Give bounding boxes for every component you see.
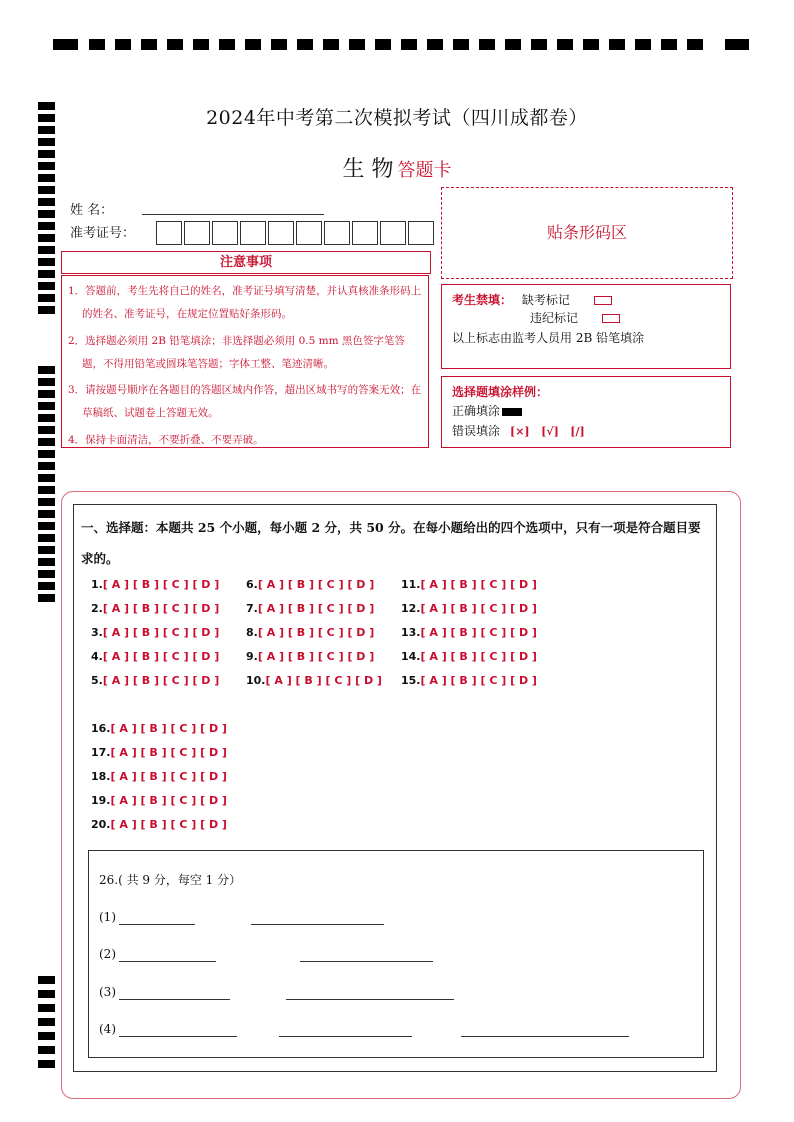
violation-label: 违纪标记 <box>530 311 579 325</box>
forbid-title: 考生禁填： <box>452 293 513 307</box>
id-digit-box[interactable] <box>380 221 406 245</box>
notice-list <box>61 275 429 448</box>
absent-mark-box[interactable] <box>594 296 612 305</box>
id-digit-box[interactable] <box>184 221 210 245</box>
correct-fill-label: 正确填涂 <box>452 404 501 418</box>
answer-blank[interactable] <box>119 1036 237 1037</box>
absent-label: 缺考标记 <box>521 293 570 307</box>
notice-item: 2．选择题必须用 2B 铅笔填涂；非选择题必须用 0.5 mm 黑色签字笔答题，不得用铅笔或圆珠笔答题；字体工整、笔迹清晰。 <box>68 334 405 370</box>
question-row[interactable]: 4.[ A ] [ B ] [ C ] [ D ] <box>91 650 220 663</box>
answer-card-label: 答题卡 <box>397 160 452 181</box>
exam-title: 2024年中考第二次模拟考试（四川成都卷） <box>206 107 588 129</box>
answer-blank[interactable] <box>119 999 230 1000</box>
sample-title: 选择题填涂样例： <box>452 385 549 399</box>
notice-item: 1．答题前，考生先将自己的姓名，准考证号填写清楚，并认真核准条形码上的姓名、准考证号，在规定位置贴好条形码。 <box>68 285 422 320</box>
violation-mark-box[interactable] <box>602 314 620 323</box>
id-digit-box[interactable] <box>408 221 434 245</box>
id-digit-box[interactable] <box>268 221 294 245</box>
question-row[interactable]: 14.[ A ] [ B ] [ C ] [ D ] <box>401 650 537 663</box>
id-digit-box[interactable] <box>324 221 350 245</box>
section1-description: 一、选择题：本题共 25 个小题，每小题 2 分，共 50 分。在每小题给出的四个选项中，只有一项是符合题目要求的。 <box>81 520 701 566</box>
answer-blank[interactable] <box>461 1036 629 1037</box>
question-row[interactable]: 9.[ A ] [ B ] [ C ] [ D ] <box>246 650 375 663</box>
question-row[interactable]: 12.[ A ] [ B ] [ C ] [ D ] <box>401 602 537 615</box>
question-row[interactable]: 20.[ A ] [ B ] [ C ] [ D ] <box>91 818 227 831</box>
question-row[interactable]: 2.[ A ] [ B ] [ C ] [ D ] <box>91 602 220 615</box>
id-digit-box[interactable] <box>352 221 378 245</box>
subject-name: 生 物 <box>342 157 394 182</box>
barcode-area[interactable]: 贴条形码区 <box>441 187 733 279</box>
question-row[interactable]: 7.[ A ] [ B ] [ C ] [ D ] <box>246 602 375 615</box>
question-row[interactable]: 10.[ A ] [ B ] [ C ] [ D ] <box>246 674 382 687</box>
blank-label: (4) <box>99 1022 116 1036</box>
id-digit-box[interactable] <box>296 221 322 245</box>
question-row[interactable]: 16.[ A ] [ B ] [ C ] [ D ] <box>91 722 227 735</box>
id-label: 准考证号： <box>70 226 136 241</box>
question-row[interactable]: 8.[ A ] [ B ] [ C ] [ D ] <box>246 626 375 639</box>
answer-blank[interactable] <box>279 1036 412 1037</box>
examiner-only-box <box>441 284 731 369</box>
question-row[interactable]: 18.[ A ] [ B ] [ C ] [ D ] <box>91 770 227 783</box>
answer-blank[interactable] <box>119 961 216 962</box>
question-row[interactable]: 1.[ A ] [ B ] [ C ] [ D ] <box>91 578 220 591</box>
timing-marks-top <box>53 39 749 51</box>
question-row[interactable]: 5.[ A ] [ B ] [ C ] [ D ] <box>91 674 220 687</box>
question-row[interactable]: 15.[ A ] [ B ] [ C ] [ D ] <box>401 674 537 687</box>
question-row[interactable]: 17.[ A ] [ B ] [ C ] [ D ] <box>91 746 227 759</box>
id-digit-box[interactable] <box>240 221 266 245</box>
answer-blank[interactable] <box>251 924 384 925</box>
wrong-fill-label: 错误填涂 <box>452 424 501 438</box>
wrong-fill-examples: [×] [√] [/] <box>510 425 585 438</box>
name-field[interactable] <box>142 214 324 215</box>
answer-blank[interactable] <box>119 924 195 925</box>
id-digit-box[interactable] <box>212 221 238 245</box>
question-row[interactable]: 13.[ A ] [ B ] [ C ] [ D ] <box>401 626 537 639</box>
forbid-note: 以上标志由监考人员用 2B 铅笔填涂 <box>452 331 645 345</box>
notice-item: 4．保持卡面清洁，不要折叠、不要弄破。 <box>68 433 264 446</box>
id-digit-box[interactable] <box>156 221 182 245</box>
fill-sample-box <box>441 376 731 448</box>
notice-heading: 注意事项 <box>61 251 431 274</box>
question-row[interactable]: 19.[ A ] [ B ] [ C ] [ D ] <box>91 794 227 807</box>
name-label: 姓 名： <box>70 203 114 218</box>
id-number-boxes[interactable] <box>156 221 436 245</box>
question-row[interactable]: 6.[ A ] [ B ] [ C ] [ D ] <box>246 578 375 591</box>
notice-item: 3．请按题号顺序在各题目的答题区域内作答，超出区域书写的答案无效；在草稿纸、试题卷上答题无效。 <box>68 384 422 419</box>
correct-fill-example <box>502 408 522 416</box>
blank-label: (2) <box>99 947 116 961</box>
blank-label: (3) <box>99 985 116 999</box>
question-26-title: 26.( 共 9 分，每空 1 分） <box>99 873 242 887</box>
answer-blank[interactable] <box>286 999 454 1000</box>
question-row[interactable]: 3.[ A ] [ B ] [ C ] [ D ] <box>91 626 220 639</box>
question-row[interactable]: 11.[ A ] [ B ] [ C ] [ D ] <box>401 578 537 591</box>
answer-blank[interactable] <box>300 961 433 962</box>
blank-label: (1) <box>99 910 116 924</box>
subject-heading <box>0 152 794 183</box>
